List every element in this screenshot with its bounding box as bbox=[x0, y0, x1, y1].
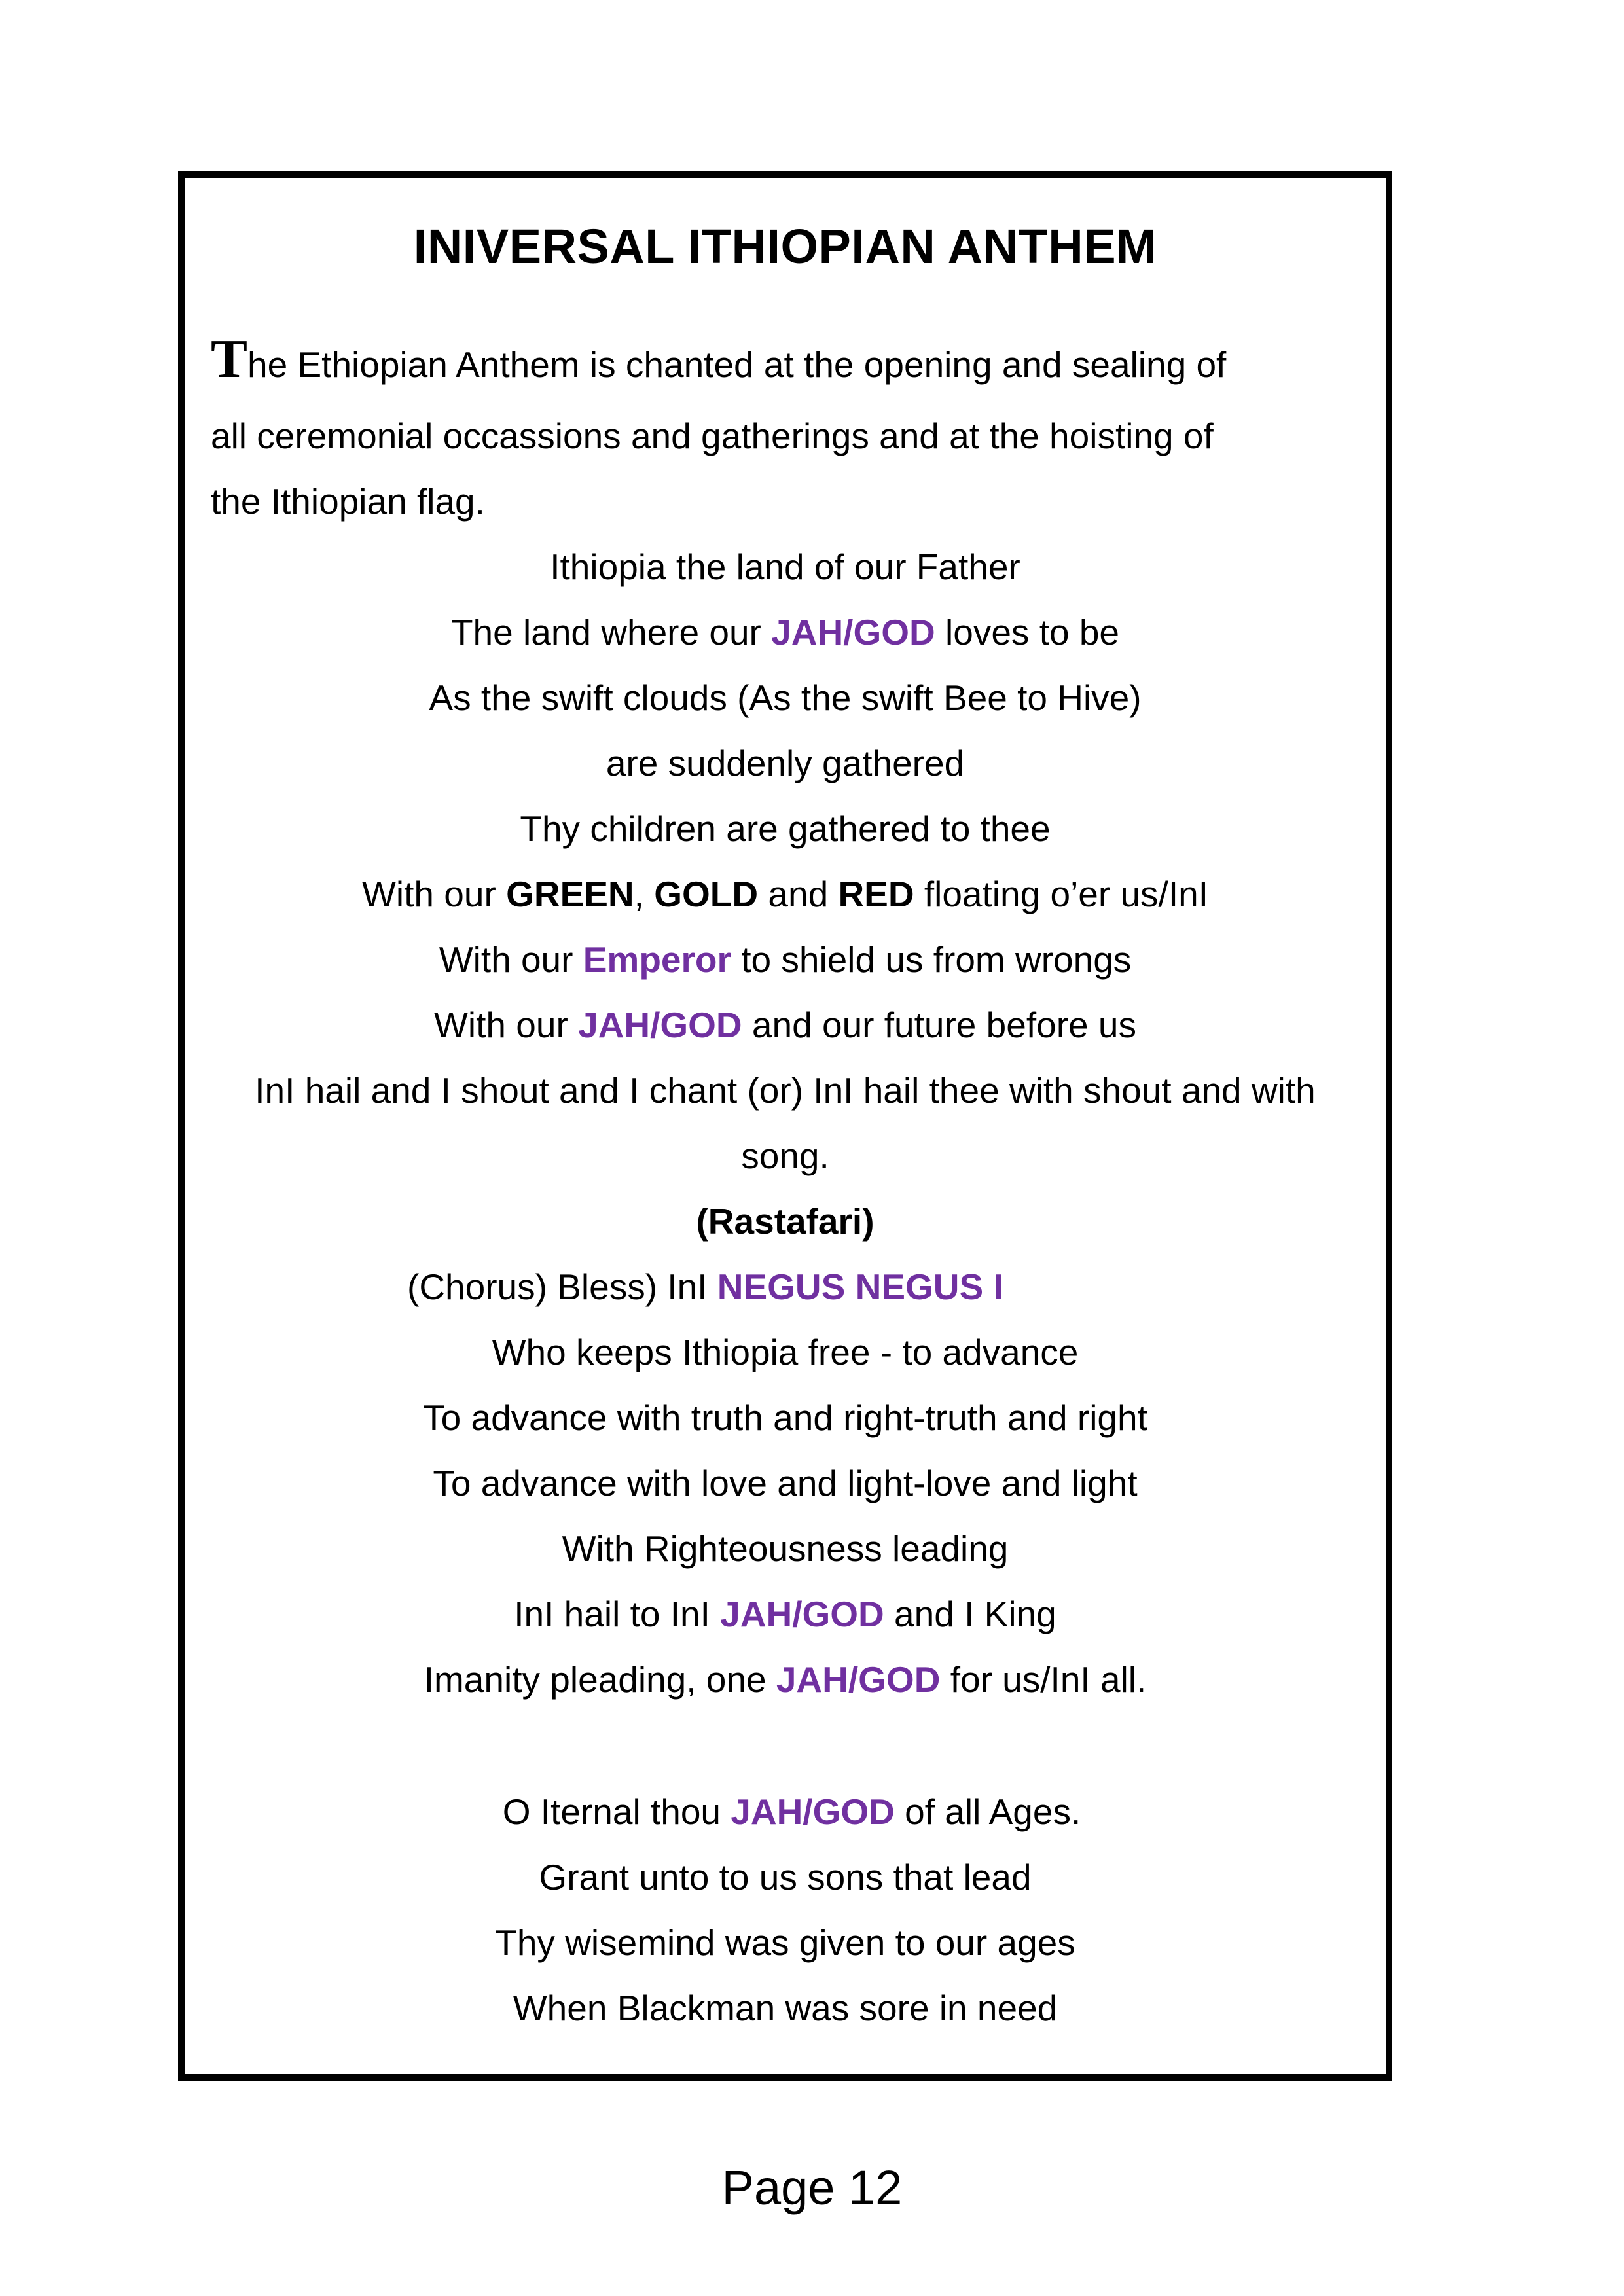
drop-cap: T bbox=[211, 329, 248, 389]
chorus-line: To advance with truth and right-truth and right bbox=[423, 1397, 1147, 1438]
verse-line: Grant unto to us sons that lead bbox=[539, 1857, 1032, 1897]
verse-line: With our JAH/GOD and our future before us bbox=[434, 1005, 1136, 1045]
verse-line: are suddenly gathered bbox=[605, 743, 965, 783]
chorus-line: InI hail to InI JAH/GOD and I King bbox=[514, 1594, 1056, 1634]
verse-line: With our GREEN, GOLD and RED floating o’er us/InI bbox=[362, 874, 1208, 914]
intro-line-3: the Ithiopian flag. bbox=[211, 481, 485, 522]
verse-line: O Iternal thou JAH/GOD of all Ages. bbox=[502, 1791, 1081, 1832]
verse-line: With our Emperor to shield us from wrongs bbox=[439, 939, 1132, 980]
anthem-box bbox=[178, 171, 1392, 2081]
intro-line-1: The Ethiopian Anthem is chanted at the opening and sealing of bbox=[211, 329, 1227, 389]
verse-line: When Blackman was sore in need bbox=[513, 1988, 1058, 2028]
verse-line: Thy children are gathered to thee bbox=[520, 808, 1051, 849]
verse-line: Ithiopia the land of our Father bbox=[550, 547, 1020, 587]
page-number: Page 12 bbox=[721, 2161, 903, 2215]
rastafari-heading: (Rastafari) bbox=[696, 1201, 875, 1242]
verse-line: The land where our JAH/GOD loves to be bbox=[450, 612, 1120, 653]
verse-line: InI hail and I shout and I chant (or) InI hail thee with shout and with bbox=[255, 1070, 1316, 1111]
page-title: INIVERSAL ITHIOPIAN ANTHEM bbox=[413, 219, 1157, 274]
chorus-line: Imanity pleading, one JAH/GOD for us/InI all. bbox=[424, 1659, 1147, 1700]
verse-line: Thy wisemind was given to our ages bbox=[495, 1922, 1075, 1963]
chorus-line: (Chorus) Bless) InI NEGUS NEGUS I bbox=[407, 1266, 1003, 1307]
chorus-line: Who keeps Ithiopia free - to advance bbox=[492, 1332, 1079, 1372]
verse-line: song. bbox=[741, 1136, 829, 1176]
verse-line: As the swift clouds (As the swift Bee to Hive) bbox=[429, 677, 1142, 718]
chorus-line: To advance with love and light-love and light bbox=[433, 1463, 1138, 1503]
intro-line-2: all ceremonial occassions and gatherings and at the hoisting of bbox=[211, 416, 1214, 456]
chorus-line: With Righteousness leading bbox=[562, 1528, 1009, 1569]
